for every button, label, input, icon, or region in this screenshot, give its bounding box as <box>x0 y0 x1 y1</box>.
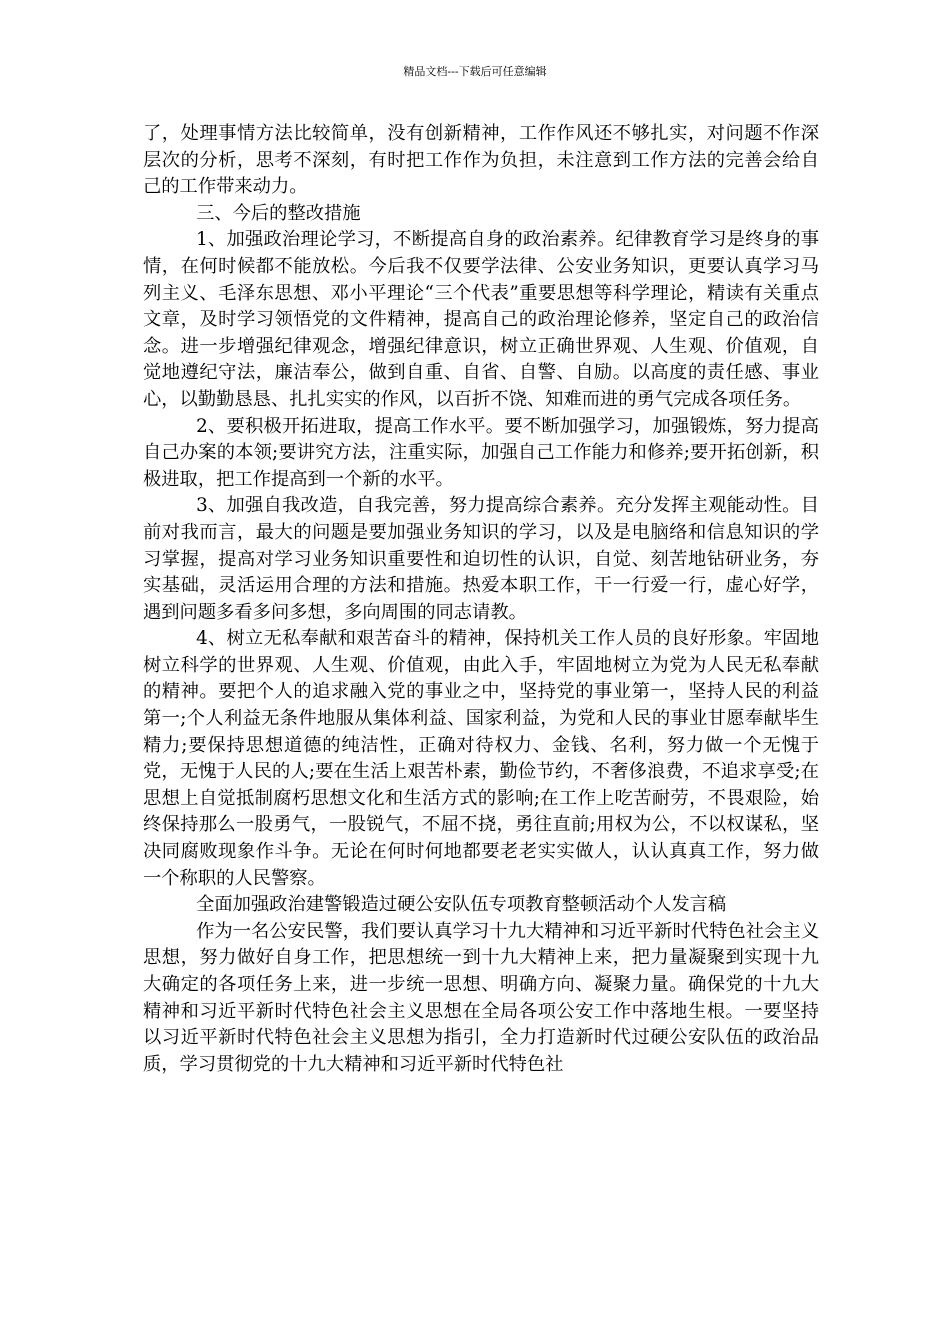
paragraph-continuation: 了，处理事情方法比较简单，没有创新精神，工作作风还不够扎实，对问题不作深层次的分析，思考不深刻，有时把工作作为负担，未注意到工作方法的完善会给自己的工作带来动力。 <box>143 123 819 198</box>
document-body <box>143 121 819 1078</box>
document-title: 全面加强政治建警锻造过硬公安队伍专项教育整顿活动个人发言稿 <box>196 894 727 916</box>
section-heading: 三、今后的整改措施 <box>196 202 361 224</box>
paragraph-speech: 作为一名公安民警，我们要认真学习十九大精神和习近平新时代特色社会主义思想，努力做好自身工作，把思想统一到十九大精神上来，把力量凝聚到实现十九大确定的各项任务上来，进一步统一思想、明确方向、凝聚力量。确保党的十九大精神和习近平新时代特色社会主义思想在全局各项公安工作中落地生根。一要坚持以习近平新时代特色社会主义思想为指引，全力打造新时代过硬公安队伍的政治品质，学习贯彻党的十九大精神和习近平新时代特色社 <box>143 920 819 1075</box>
paragraph-item-2: 2、要积极开拓进取，提高工作水平。要不断加强学习，加强锻炼，努力提高自己办案的本领;要讲究方法，注重实际，加强自己工作能力和修养;要开拓创新，积极进取，把工作提高到一个新的水平。 <box>143 415 819 490</box>
page-header: 精品文档---下载后可任意编辑 <box>403 65 547 78</box>
paragraph-item-4: 4、树立无私奉献和艰苦奋斗的精神，保持机关工作人员的良好形象。牢固地树立科学的世界观、人生观、价值观，由此入手，牢固地树立为党为人民无私奉献的精神。要把个人的追求融入党的事业之中，坚持党的事业第一，坚持人民的利益第一;个人利益无条件地服从集体利益、国家利益，为党和人民的事业甘愿奉献毕生精力;要保持思想道德的纯洁性，正确对待权力、金钱、名利，努力做一个无愧于党，无愧于人民的人;要在生活上艰苦朴素，勤俭节约，不奢侈浪费，不追求享受;在思想上自觉抵制腐朽思想文化和生活方式的影响;在工作上吃苦耐劳，不畏艰险，始终保持那么一股勇气，一股锐气，不屈不挠，勇往直前;用权为公，不以权谋私，坚决同腐败现象作斗争。无论在何时何地都要老老实实做人，认认真真工作，努力做一个称职的人民警察。 <box>143 628 819 889</box>
paragraph-item-1: 1、加强政治理论学习，不断提高自身的政治素养。纪律教育学习是终身的事情，在何时候都不能放松。今后我不仅要学法律、公安业务知识，更要认真学习马列主义、毛泽东思想、邓小平理论“三个代表”重要思想等科学理论，精读有关重点文章，及时学习领悟党的文件精神，提高自己的政治理论修养，坚定自己的政治信念。进一步增强纪律观念，增强纪律意识，树立正确世界观、人生观、价值观，自觉地遵纪守法，廉洁奉公，做到自重、自省、自警、自励。以高度的责任感、事业心，以勤勤恳恳、扎扎实实的作风，以百折不饶、知难而进的勇气完成各项任务。 <box>143 229 819 410</box>
paragraph-item-3: 3、加强自我改造，自我完善，努力提高综合素养。充分发挥主观能动性。目前对我而言，最大的问题是要加强业务知识的学习，以及是电脑络和信息知识的学习掌握，提高对学习业务知识重要性和迫切性的认识，自觉、刻苦地钻研业务，夯实基础，灵活运用合理的方法和措施。热爱本职工作，干一行爱一行，虚心好学，遇到问题多看多问多想，多向周围的同志请教。 <box>143 495 819 623</box>
